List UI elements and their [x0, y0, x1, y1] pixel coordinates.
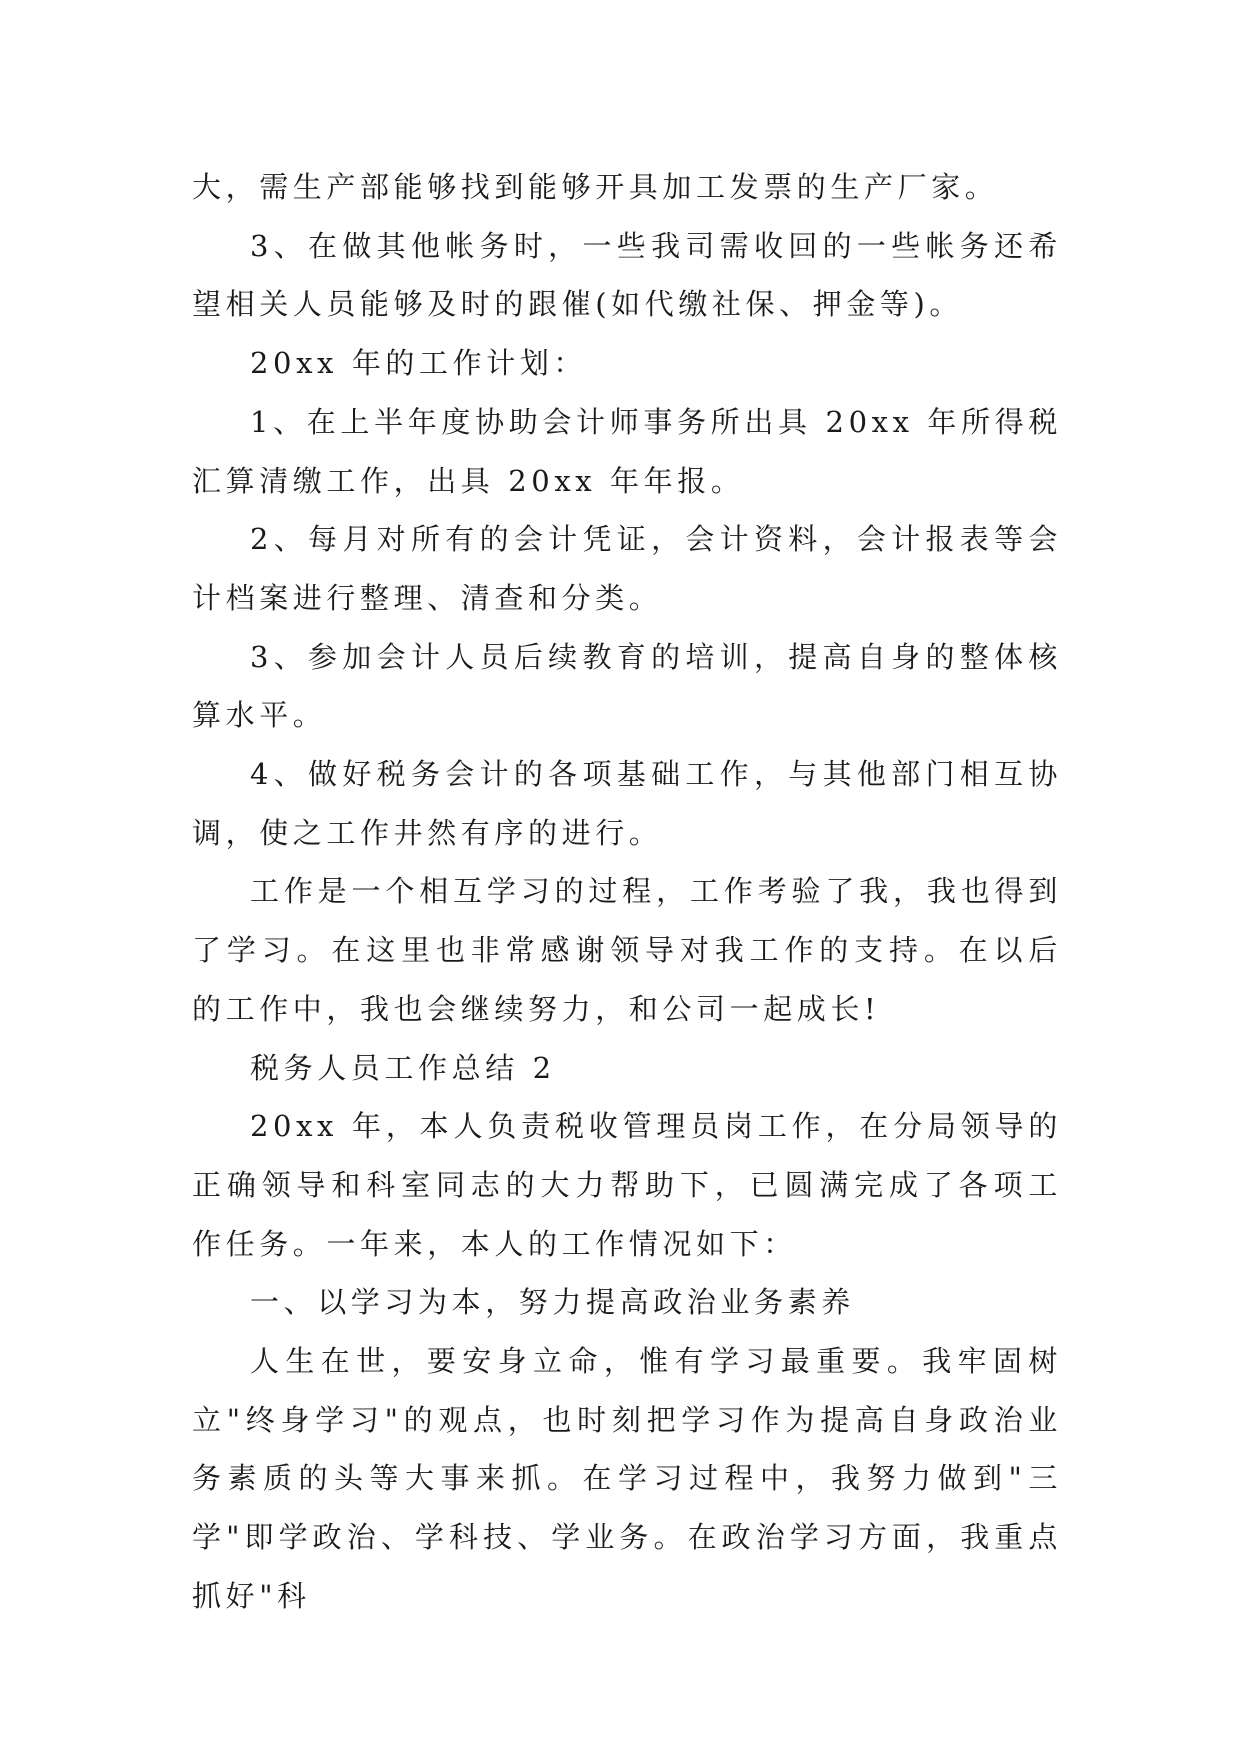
paragraph-study-body: 人生在世，要安身立命，惟有学习最重要。我牢固树立"终身学习"的观点，也时刻把学习作为提高自身政治业务素质的头等大事来抓。在学习过程中，我努力做到"三学"即学政治、学科技、学业务。在政治学习方面，我重点抓好"科 — [192, 1344, 1062, 1613]
section-title-summary-2: 税务人员工作总结 2 — [250, 1050, 556, 1085]
paragraph-item-3-accounts: 3、在做其他帐务时，一些我司需收回的一些帐务还希望相关人员能够及时的跟催(如代缴社保、押金等)。 — [192, 228, 1062, 322]
section-heading-study: 一、以学习为本，努力提高政治业务素养 — [250, 1285, 855, 1320]
paragraph-summary-intro: 20xx 年，本人负责税收管理员岗工作，在分局领导的正确领导和科室同志的大力帮助下，已圆满完成了各项工作任务。一年来，本人的工作情况如下： — [192, 1109, 1062, 1261]
paragraph-closing: 工作是一个相互学习的过程，工作考验了我，我也得到了学习。在这里也非常感谢领导对我工作的支持。在以后的工作中，我也会继续努力，和公司一起成长! — [192, 874, 1062, 1026]
paragraph-plan-item-4: 4、做好税务会计的各项基础工作，与其他部门相互协调，使之工作井然有序的进行。 — [192, 757, 1062, 850]
paragraph-plan-item-2: 2、每月对所有的会计凭证，会计资料，会计报表等会计档案进行整理、清查和分类。 — [192, 522, 1062, 615]
paragraph-plan-item-3: 3、参加会计人员后续教育的培训，提高自身的整体核算水平。 — [192, 639, 1062, 733]
paragraph-plan-item-1: 1、在上半年度协助会计师事务所出具 20xx 年所得税汇算清缴工作，出具 20xx 年年报。 — [192, 404, 1062, 498]
body-text — [192, 158, 1062, 1626]
paragraph-continuation: 大，需生产部能够找到能够开具加工发票的生产厂家。 — [192, 170, 999, 204]
paragraph-plan-heading: 20xx 年的工作计划： — [250, 346, 588, 381]
